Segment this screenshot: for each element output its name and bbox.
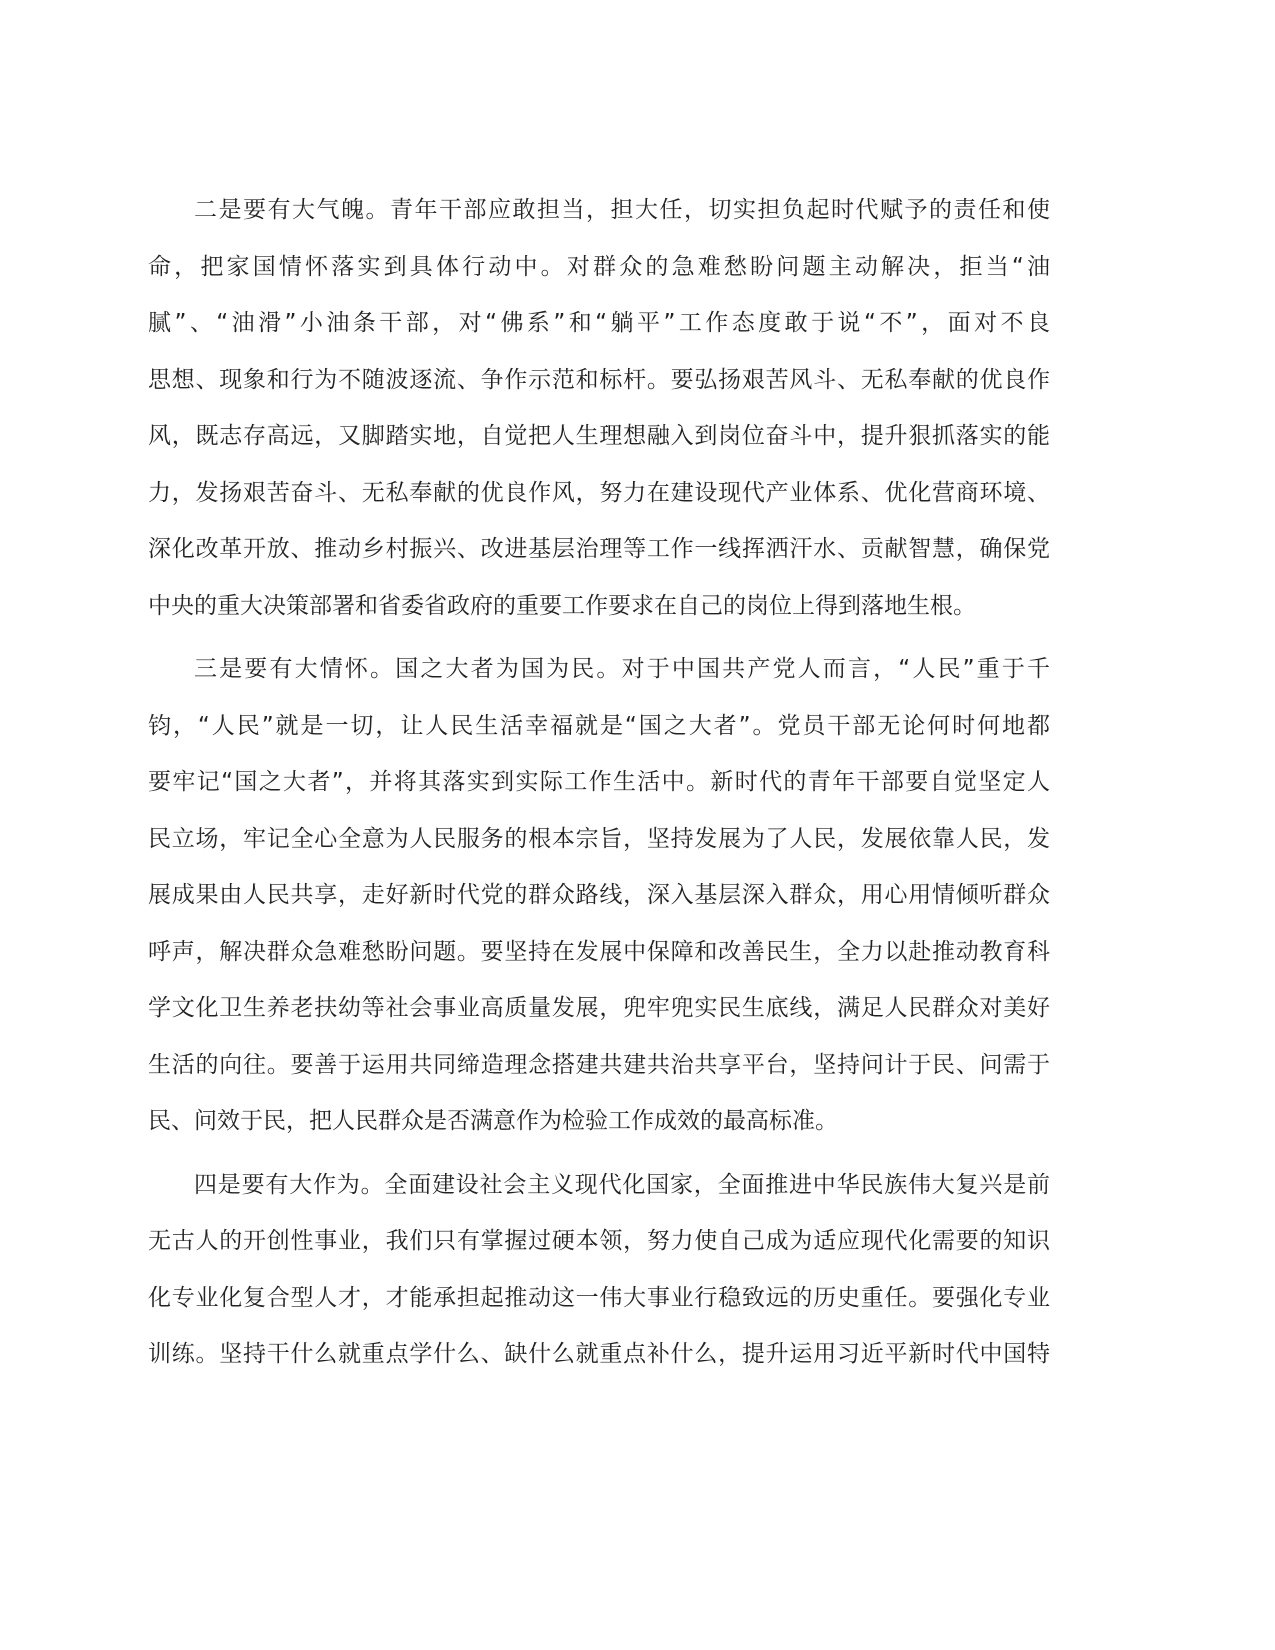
text-line: 生活的向往。要善于运用共同缔造理念搭建共建共治共享平台，坚持问计于民、问需于	[148, 1051, 1050, 1078]
text-line: 深化改革开放、推动乡村振兴、改进基层治理等工作一线挥洒汗水、贡献智慧，确保党	[148, 536, 1050, 562]
text-line: 命，把家国情怀落实到具体行动中。对群众的急难愁盼问题主动解决，拒当“油	[148, 253, 1050, 280]
text-line: 四是要有大作为。全面建设社会主义现代化国家，全面推进中华民族伟大复兴是前	[194, 1171, 1050, 1198]
document-page	[148, 182, 1050, 1383]
text-line: 钧，“人民”就是一切，让人民生活幸福就是“国之大者”。党员干部无论何时何地都	[148, 712, 1050, 739]
text-line: 呼声，解决群众急难愁盼问题。要坚持在发展中保障和改善民生，全力以赴推动教育科	[148, 938, 1050, 965]
text-line: 学文化卫生养老扶幼等社会事业高质量发展，兜牢兜实民生底线，满足人民群众对美好	[148, 995, 1050, 1021]
text-line: 展成果由人民共享，走好新时代党的群众路线，深入基层深入群众，用心用情倾听群众	[148, 882, 1050, 908]
text-line: 力，发扬艰苦奋斗、无私奉献的优良作风，努力在建设现代产业体系、优化营商环境、	[148, 479, 1050, 506]
text-line: 二是要有大气魄。青年干部应敢担当，担大任，切实担负起时代赋予的责任和使	[194, 197, 1050, 223]
text-line: 腻”、“油滑”小油条干部，对“佛系”和“躺平”工作态度敢于说“不”，面对不良	[148, 310, 1050, 336]
text-line: 民、问效于民，把人民群众是否满意作为检验工作成效的最高标准。	[148, 1108, 838, 1134]
text-line: 思想、现象和行为不随波逐流、争作示范和标杆。要弘扬艰苦风斗、无私奉献的优良作	[148, 366, 1050, 393]
text-line: 风，既志存高远，又脚踏实地，自觉把人生理想融入到岗位奋斗中，提升狠抓落实的能	[148, 423, 1050, 449]
text-line: 无古人的开创性事业，我们只有掌握过硬本领，努力使自己成为适应现代化需要的知识	[148, 1228, 1050, 1254]
text-line: 训练。坚持干什么就重点学什么、缺什么就重点补什么，提升运用习近平新时代中国特	[148, 1341, 1050, 1367]
text-line: 三是要有大情怀。国之大者为国为民。对于中国共产党人而言，“人民”重于千	[194, 656, 1050, 682]
text-line: 中央的重大决策部署和省委省政府的重要工作要求在自己的岗位上得到落地生根。	[148, 592, 976, 619]
text-line: 民立场，牢记全心全意为人民服务的根本宗旨，坚持发展为了人民，发展依靠人民，发	[148, 825, 1050, 852]
text-line: 化专业化复合型人才，才能承担起推动这一伟大事业行稳致远的历史重任。要强化专业	[148, 1284, 1050, 1311]
text-line: 要牢记“国之大者”，并将其落实到实际工作生活中。新时代的青年干部要自觉坚定人	[148, 769, 1050, 795]
paragraph-2	[148, 641, 1050, 1150]
paragraph-1	[148, 182, 1050, 634]
paragraph-3	[148, 1157, 1050, 1383]
